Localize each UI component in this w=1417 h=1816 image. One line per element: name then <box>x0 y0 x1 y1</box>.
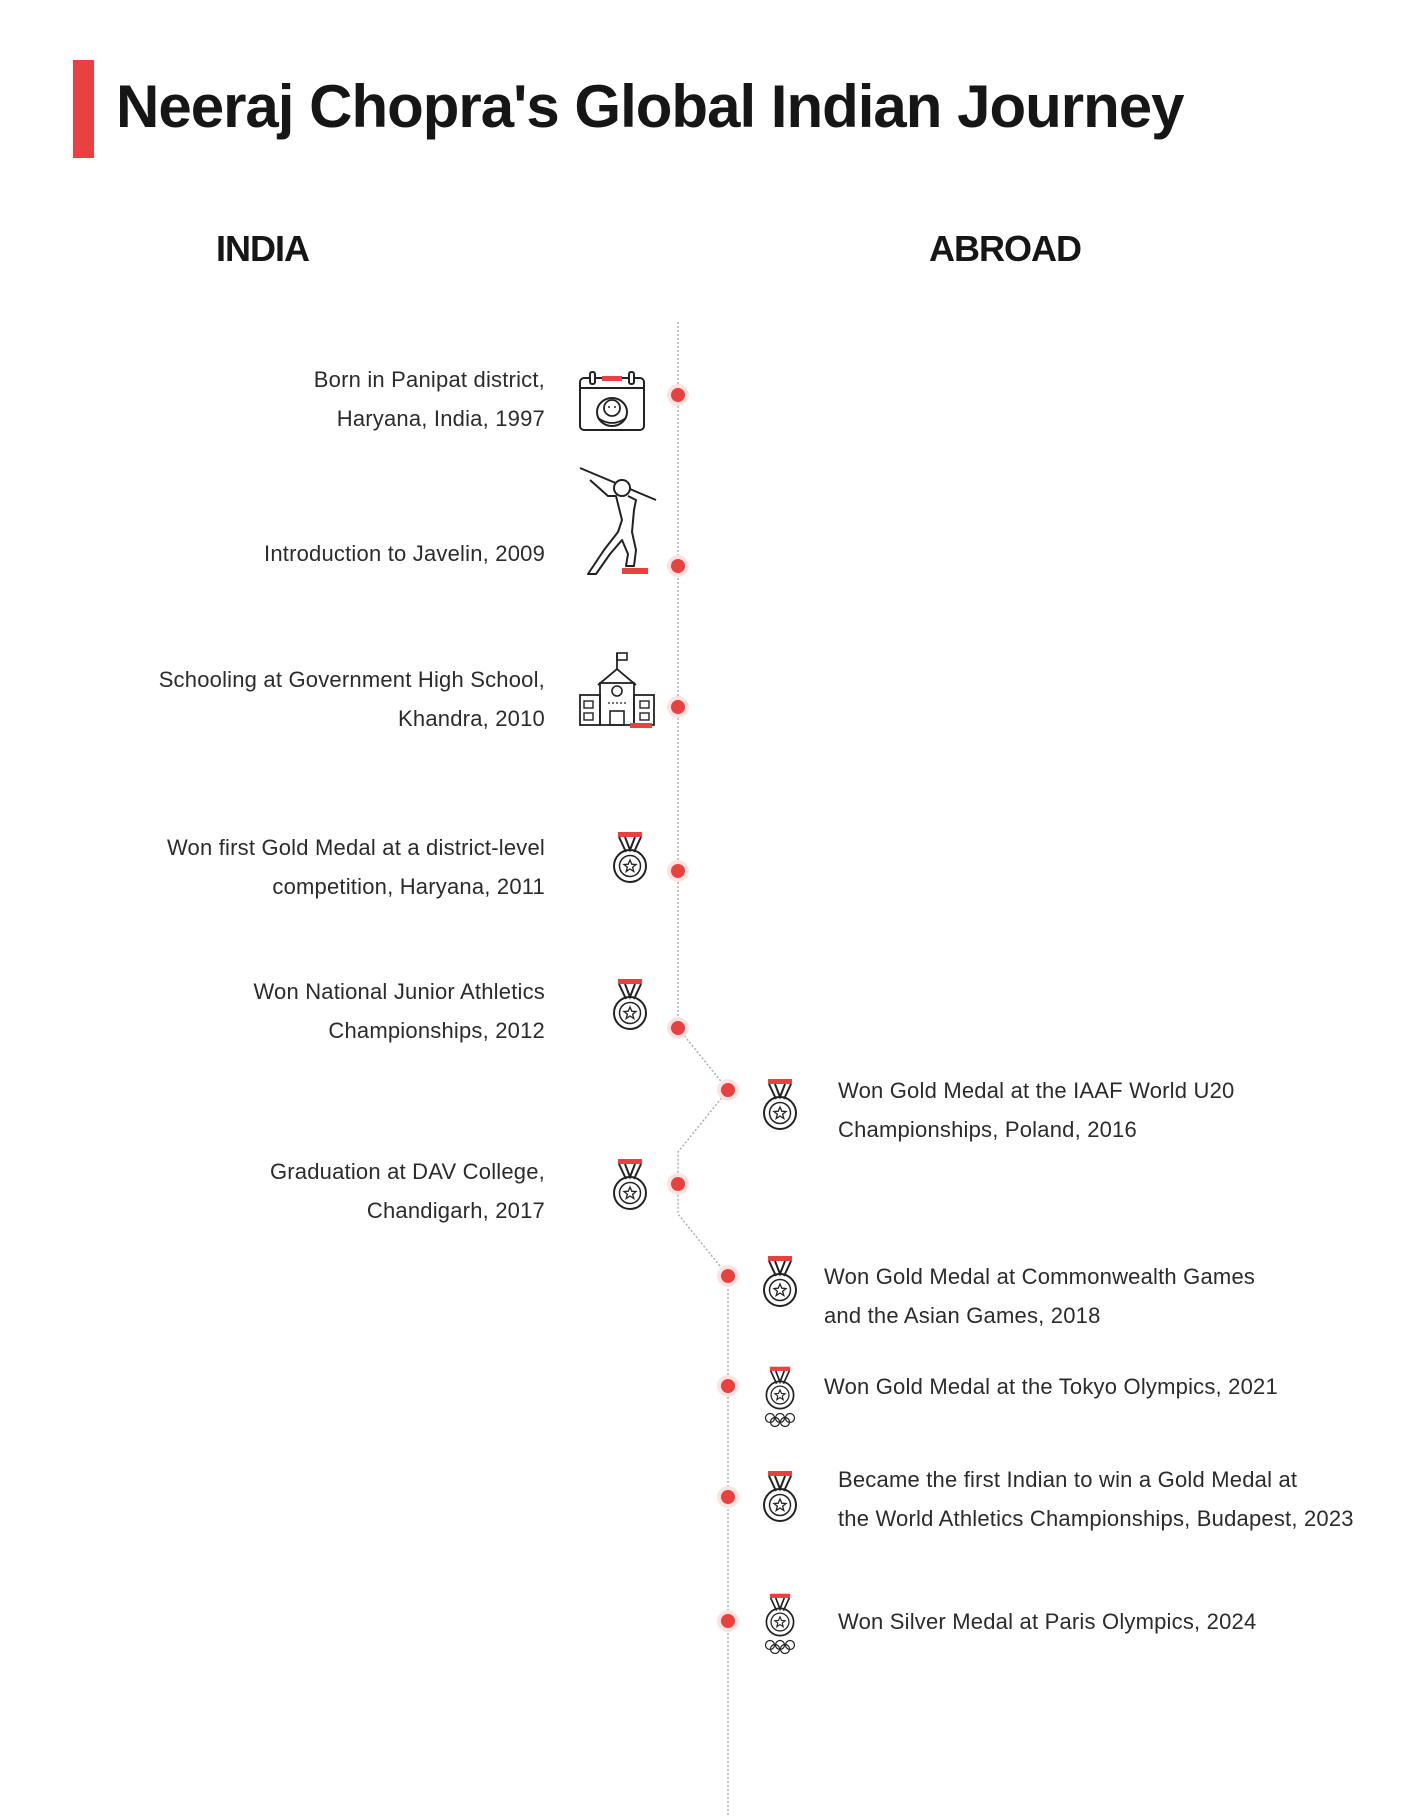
event-text-line: Championships, Poland, 2016 <box>838 1117 1137 1142</box>
event-india <box>0 360 545 438</box>
medal-icon <box>762 1469 798 1527</box>
timeline-dot <box>671 1021 685 1035</box>
event-text-line: Won Silver Medal at Paris Olympics, 2024 <box>838 1609 1257 1634</box>
event-abroad <box>838 1071 1417 1149</box>
event-text-line: Khandra, 2010 <box>398 706 545 731</box>
school-building-icon <box>578 651 656 729</box>
event-text-line: Introduction to Javelin, 2009 <box>264 541 545 566</box>
event-text-line: Became the first Indian to win a Gold Medal at <box>838 1467 1298 1492</box>
medal-icon <box>612 977 648 1035</box>
javelin-thrower-icon <box>578 466 658 578</box>
medal-icon <box>612 1157 648 1215</box>
timeline-dot <box>671 1177 685 1191</box>
event-abroad <box>838 1460 1417 1538</box>
event-text-line: and the Asian Games, 2018 <box>824 1303 1101 1328</box>
olympic-medal-icon <box>762 1365 798 1427</box>
timeline-dot <box>671 559 685 573</box>
event-abroad <box>824 1367 1404 1406</box>
medal-icon <box>762 1254 798 1312</box>
column-heading-india: INDIA <box>216 228 309 269</box>
page-title: Neeraj Chopra's Global Indian Journey <box>116 73 1184 140</box>
timeline-dot <box>671 864 685 878</box>
timeline-dot <box>721 1269 735 1283</box>
event-text-line: Won first Gold Medal at a district-level <box>166 835 545 860</box>
event-text-line: Won Gold Medal at the Tokyo Olympics, 2021 <box>824 1374 1278 1399</box>
medal-icon <box>612 830 648 888</box>
event-india <box>0 972 545 1050</box>
timeline-dot <box>721 1614 735 1628</box>
event-text-line: Won National Junior Athletics <box>253 979 545 1004</box>
timeline-dot <box>721 1379 735 1393</box>
calendar-baby-icon <box>578 370 646 432</box>
event-abroad <box>824 1257 1404 1335</box>
medal-icon <box>762 1077 798 1135</box>
timeline-dot <box>671 388 685 402</box>
event-india <box>0 534 545 573</box>
olympic-medal-icon <box>762 1592 798 1654</box>
timeline-dot <box>721 1490 735 1504</box>
event-text-line: Born in Panipat district, <box>313 367 545 392</box>
event-text-line: Haryana, India, 1997 <box>336 406 545 431</box>
event-text-line: Won Gold Medal at the IAAF World U20 <box>838 1078 1235 1103</box>
column-heading-abroad: ABROAD <box>929 228 1081 269</box>
timeline-dot <box>671 700 685 714</box>
event-india <box>0 1152 545 1230</box>
timeline-dot <box>721 1083 735 1097</box>
event-india <box>0 828 545 906</box>
event-india <box>0 660 545 738</box>
event-text-line: Schooling at Government High School, <box>158 667 545 692</box>
event-text-line: Graduation at DAV College, <box>269 1159 545 1184</box>
event-abroad <box>838 1602 1417 1641</box>
event-text-line: Chandigarh, 2017 <box>366 1198 545 1223</box>
event-text-line: Won Gold Medal at Commonwealth Games <box>824 1264 1256 1289</box>
event-text-line: Championships, 2012 <box>328 1018 545 1043</box>
event-text-line: competition, Haryana, 2011 <box>272 874 545 899</box>
event-text-line: the World Athletics Championships, Budapest, 2023 <box>838 1506 1354 1531</box>
